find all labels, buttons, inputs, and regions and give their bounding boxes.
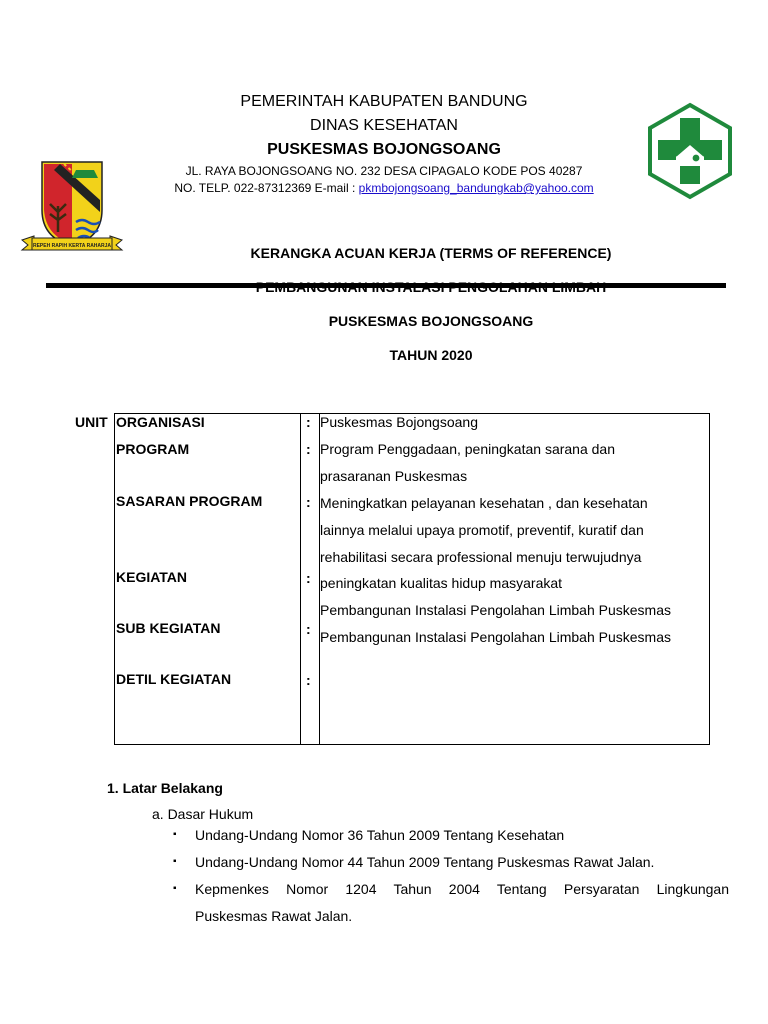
row-colon: : bbox=[306, 414, 311, 430]
puskesmas-logo-icon bbox=[646, 102, 734, 200]
list-item: Undang-Undang Nomor 44 Tahun 2009 Tentang Puskesmas Rawat Jalan. bbox=[195, 854, 655, 870]
row-value-kegiatan: Pembangunan Instalasi Pengolahan Limbah Puskesmas bbox=[320, 602, 672, 618]
row-value-sub-kegiatan: Pembangunan Instalasi Pengolahan Limbah Puskesmas bbox=[320, 629, 672, 645]
row-label-program: PROGRAM bbox=[116, 441, 190, 457]
document-title: KERANGKA ACUAN KERJA (TERMS OF REFERENCE) bbox=[250, 245, 612, 261]
kop-institution: PUSKESMAS BOJONGSOANG bbox=[267, 141, 501, 158]
row-colon: : bbox=[306, 672, 311, 688]
list-item: Kepmenkes Nomor 1204 Tahun 2004 Tentang Persyaratan Lingkungan bbox=[195, 881, 729, 897]
subsection-dasar-hukum: a. Dasar Hukum bbox=[152, 806, 254, 822]
row-colon: : bbox=[306, 621, 311, 637]
row-colon: : bbox=[306, 441, 311, 457]
list-item-cont: Puskesmas Rawat Jalan. bbox=[195, 908, 353, 924]
document-year: TAHUN 2020 bbox=[389, 347, 473, 363]
list-item: Undang-Undang Nomor 36 Tahun 2009 Tentang Kesehatan bbox=[195, 827, 565, 843]
kabupaten-bandung-emblem-icon bbox=[20, 160, 124, 256]
row-label-kegiatan: KEGIATAN bbox=[116, 569, 188, 585]
row-label-detil-kegiatan: DETIL KEGIATAN bbox=[116, 671, 232, 687]
row-value-organisasi: Puskesmas Bojongsoang bbox=[320, 414, 478, 430]
kop-email-link[interactable]: pkmbojongsoang_bandungkab@yahoo.com bbox=[358, 181, 594, 195]
row-colon: : bbox=[306, 570, 311, 586]
kop-government: PEMERINTAH KABUPATEN BANDUNG bbox=[240, 93, 528, 110]
document-subtitle: PEMBANGUNAN INSTALASI PENGOLAHAN LIMBAH bbox=[255, 279, 607, 295]
row-value-sasaran: Meningkatkan pelayanan kesehatan , dan kesehatan bbox=[320, 495, 648, 511]
bullet-icon: ▪ bbox=[173, 856, 177, 867]
row-value-sasaran-cont: rehabilitasi secara professional menuju terwujudnya bbox=[320, 549, 642, 565]
section-heading-latar-belakang: 1. Latar Belakang bbox=[107, 780, 223, 796]
row-label-organisasi: ORGANISASI bbox=[116, 414, 205, 430]
table-unit-prefix: UNIT bbox=[75, 414, 108, 430]
kop-phone: NO. TELP. 022-87312369 E-mail : bbox=[174, 181, 359, 195]
row-label-sub-kegiatan: SUB KEGIATAN bbox=[116, 620, 221, 636]
row-value-program: Program Penggadaan, peningkatan sarana dan bbox=[320, 441, 615, 457]
document-institution: PUSKESMAS BOJONGSOANG bbox=[328, 313, 534, 329]
row-value-program-cont: prasaranan Puskesmas bbox=[320, 468, 468, 484]
table-divider-1 bbox=[300, 413, 301, 745]
row-value-sasaran-cont: lainnya melalui upaya promotif, preventif, kuratif dan bbox=[320, 522, 644, 538]
emblem-motto: REPEH RAPIH KERTA RAHARJA bbox=[32, 243, 112, 249]
bullet-icon: ▪ bbox=[173, 829, 177, 840]
kop-address: JL. RAYA BOJONGSOANG NO. 232 DESA CIPAGALO KODE POS 40287 bbox=[185, 164, 583, 178]
row-colon: : bbox=[306, 494, 311, 510]
kop-department: DINAS KESEHATAN bbox=[310, 117, 458, 134]
row-value-sasaran-end: peningkatan kualitas hidup masyarakat bbox=[320, 575, 563, 591]
bullet-icon: ▪ bbox=[173, 883, 177, 894]
row-label-sasaran: SASARAN PROGRAM bbox=[116, 493, 263, 509]
